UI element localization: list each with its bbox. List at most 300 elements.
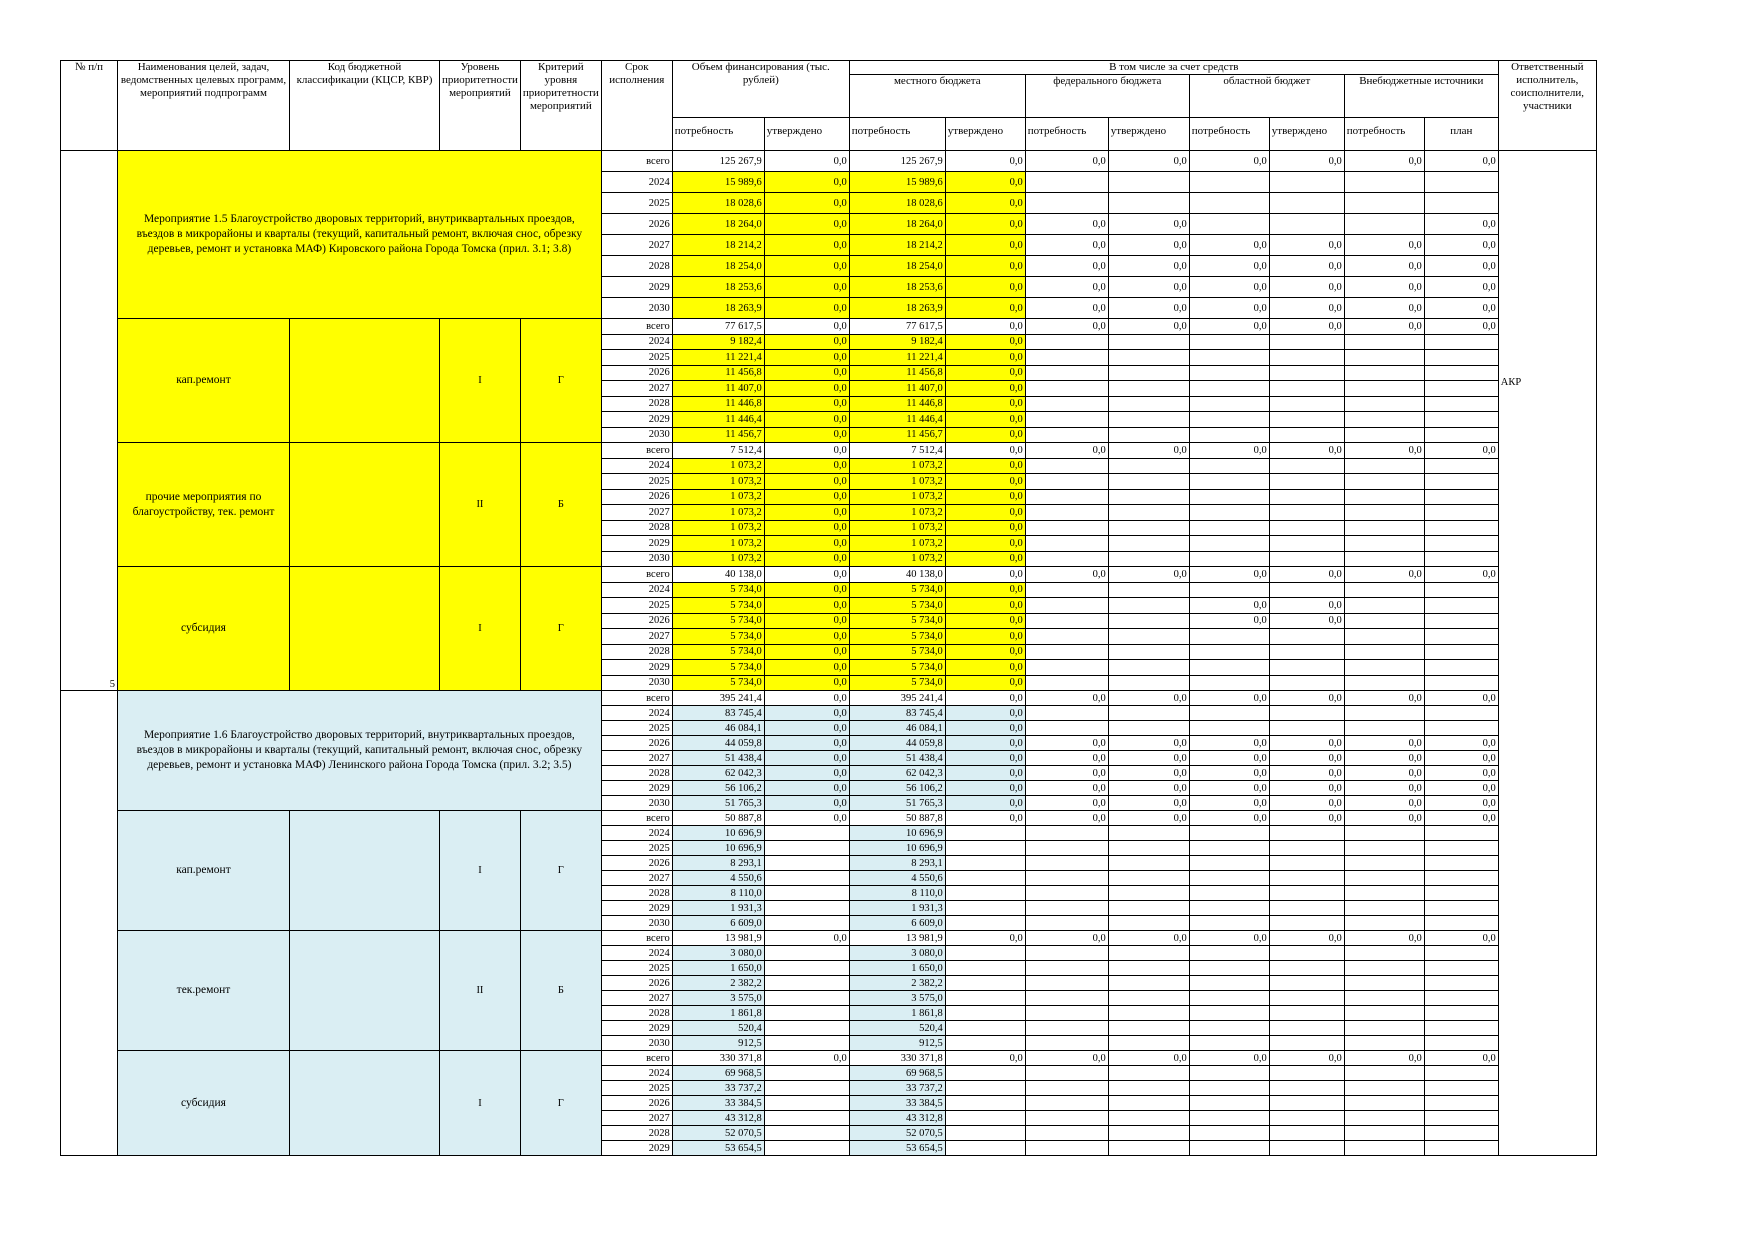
value-cell [764, 871, 849, 886]
value-cell: 0,0 [764, 458, 849, 474]
value-cell: 0,0 [1344, 256, 1424, 277]
value-cell: 0,0 [1108, 567, 1189, 583]
value-cell [1189, 856, 1269, 871]
value-cell [1269, 841, 1344, 856]
value-cell [1025, 826, 1108, 841]
value-cell: 77 617,5 [672, 319, 764, 335]
value-cell [1424, 458, 1498, 474]
value-cell: 0,0 [945, 660, 1025, 676]
value-cell: 0,0 [1344, 811, 1424, 826]
period-cell: 2025 [601, 350, 672, 366]
value-cell [1025, 841, 1108, 856]
value-cell [1108, 474, 1189, 490]
value-cell: 0,0 [1344, 691, 1424, 706]
value-cell [1108, 1141, 1189, 1156]
value-cell: 0,0 [945, 736, 1025, 751]
value-cell: 0,0 [1344, 319, 1424, 335]
value-cell: 0,0 [1269, 691, 1344, 706]
value-cell: 8 110,0 [672, 886, 764, 901]
value-cell [1344, 1021, 1424, 1036]
value-cell: 18 264,0 [672, 214, 764, 235]
value-cell [1025, 334, 1108, 350]
value-cell [1269, 706, 1344, 721]
value-cell [1025, 396, 1108, 412]
value-cell [1424, 916, 1498, 931]
period-cell: 2029 [601, 536, 672, 552]
value-cell: 18 253,6 [849, 277, 945, 298]
value-cell [1108, 826, 1189, 841]
value-cell [1108, 1081, 1189, 1096]
value-cell [1189, 644, 1269, 660]
value-cell: 0,0 [764, 505, 849, 521]
value-cell: 0,0 [945, 551, 1025, 567]
value-cell: 0,0 [1424, 298, 1498, 319]
value-cell: 44 059,8 [672, 736, 764, 751]
value-cell: 11 221,4 [672, 350, 764, 366]
value-cell [1344, 1006, 1424, 1021]
value-cell: 0,0 [764, 1051, 849, 1066]
table-row [61, 319, 1597, 335]
value-cell [1344, 871, 1424, 886]
value-cell: 51 438,4 [672, 751, 764, 766]
value-cell: 83 745,4 [849, 706, 945, 721]
value-cell [1025, 721, 1108, 736]
value-cell [1108, 381, 1189, 397]
period-cell: 2030 [601, 551, 672, 567]
value-cell: 0,0 [1424, 319, 1498, 335]
value-cell: 0,0 [1189, 736, 1269, 751]
value-cell [1025, 916, 1108, 931]
value-cell: 0,0 [945, 350, 1025, 366]
header-criterion: Критерий уровня приоритетности мероприятий [520, 61, 601, 151]
value-cell [945, 856, 1025, 871]
period-cell: 2025 [601, 598, 672, 614]
period-cell: 2026 [601, 365, 672, 381]
value-cell [1025, 427, 1108, 443]
value-cell: 0,0 [1269, 443, 1344, 459]
period-cell: 2025 [601, 961, 672, 976]
value-cell [1025, 1096, 1108, 1111]
value-cell [1344, 458, 1424, 474]
period-cell: 2027 [601, 871, 672, 886]
value-cell [945, 961, 1025, 976]
value-cell: 0,0 [945, 781, 1025, 796]
value-cell: 0,0 [945, 458, 1025, 474]
value-cell: 0,0 [1108, 781, 1189, 796]
value-cell: 5 734,0 [672, 644, 764, 660]
value-cell [1344, 721, 1424, 736]
value-cell: 0,0 [1424, 931, 1498, 946]
value-cell [1344, 520, 1424, 536]
value-cell: 0,0 [764, 381, 849, 397]
value-cell [1424, 946, 1498, 961]
period-cell: 2030 [601, 298, 672, 319]
value-cell [1424, 474, 1498, 490]
value-cell [1025, 1066, 1108, 1081]
value-cell [1025, 613, 1108, 629]
value-cell: 0,0 [1025, 443, 1108, 459]
value-cell [1344, 901, 1424, 916]
value-cell [1269, 365, 1344, 381]
value-cell [1269, 901, 1344, 916]
value-cell [1189, 961, 1269, 976]
value-cell [945, 826, 1025, 841]
period-cell: 2027 [601, 381, 672, 397]
value-cell: 0,0 [764, 931, 849, 946]
value-cell: 53 654,5 [672, 1141, 764, 1156]
period-cell: 2024 [601, 1066, 672, 1081]
value-cell [1424, 536, 1498, 552]
value-cell: 52 070,5 [672, 1126, 764, 1141]
value-cell: 9 182,4 [672, 334, 764, 350]
period-cell: 2024 [601, 946, 672, 961]
value-cell: 33 737,2 [849, 1081, 945, 1096]
period-cell: всего [601, 443, 672, 459]
value-cell [1424, 721, 1498, 736]
value-cell: 15 989,6 [849, 172, 945, 193]
value-cell [1025, 1036, 1108, 1051]
value-cell [1025, 582, 1108, 598]
value-cell [1344, 365, 1424, 381]
value-cell: 18 264,0 [849, 214, 945, 235]
value-cell: 0,0 [1189, 781, 1269, 796]
value-cell [1025, 489, 1108, 505]
value-cell: 0,0 [1424, 256, 1498, 277]
value-cell: 0,0 [1025, 319, 1108, 335]
value-cell [1189, 489, 1269, 505]
value-cell: 0,0 [1108, 811, 1189, 826]
value-cell: 18 254,0 [849, 256, 945, 277]
value-cell: 0,0 [764, 474, 849, 490]
period-cell: 2029 [601, 1021, 672, 1036]
value-cell: 33 384,5 [849, 1096, 945, 1111]
value-cell: 52 070,5 [849, 1126, 945, 1141]
value-cell: 0,0 [764, 334, 849, 350]
value-cell: 0,0 [1269, 567, 1344, 583]
value-cell [1344, 1141, 1424, 1156]
value-cell [1424, 1066, 1498, 1081]
value-cell: 1 073,2 [672, 474, 764, 490]
value-cell [764, 901, 849, 916]
period-cell: всего [601, 151, 672, 172]
value-cell [1269, 350, 1344, 366]
value-cell: 0,0 [1189, 751, 1269, 766]
value-cell: 46 084,1 [849, 721, 945, 736]
value-cell [1025, 172, 1108, 193]
value-cell: 0,0 [1189, 613, 1269, 629]
value-cell [1344, 886, 1424, 901]
value-cell [1108, 520, 1189, 536]
value-cell: 1 073,2 [849, 474, 945, 490]
value-cell: 6 609,0 [672, 916, 764, 931]
value-cell [1269, 1066, 1344, 1081]
value-cell: 51 765,3 [672, 796, 764, 811]
value-cell [1424, 582, 1498, 598]
value-cell [1025, 991, 1108, 1006]
value-cell [1108, 172, 1189, 193]
value-cell: 1 073,2 [849, 520, 945, 536]
value-cell: 7 512,4 [849, 443, 945, 459]
period-cell: 2030 [601, 1036, 672, 1051]
value-cell [1424, 1126, 1498, 1141]
value-cell: 4 550,6 [849, 871, 945, 886]
value-cell [1424, 660, 1498, 676]
value-cell: 0,0 [945, 691, 1025, 706]
value-cell: 0,0 [764, 396, 849, 412]
value-cell [945, 1096, 1025, 1111]
value-cell [764, 1006, 849, 1021]
value-cell [1189, 1081, 1269, 1096]
value-cell: 0,0 [1424, 277, 1498, 298]
value-cell [1108, 886, 1189, 901]
value-cell: 18 263,9 [672, 298, 764, 319]
value-cell [1189, 1126, 1269, 1141]
value-cell: 0,0 [945, 235, 1025, 256]
value-cell [1269, 520, 1344, 536]
period-cell: 2026 [601, 489, 672, 505]
value-cell [1108, 193, 1189, 214]
value-cell: 0,0 [945, 256, 1025, 277]
value-cell: 51 438,4 [849, 751, 945, 766]
value-cell: 18 214,2 [849, 235, 945, 256]
value-cell [1189, 901, 1269, 916]
period-cell: 2024 [601, 582, 672, 598]
value-cell [1269, 961, 1344, 976]
value-cell: 0,0 [1108, 319, 1189, 335]
value-cell [1025, 886, 1108, 901]
value-cell: 4 550,6 [672, 871, 764, 886]
value-cell [1189, 660, 1269, 676]
value-cell: 0,0 [945, 277, 1025, 298]
value-cell: 0,0 [945, 489, 1025, 505]
measure-title: Мероприятие 1.6 Благоустройство дворовых территорий, внутриквартальных проездов, въездов в микрорайоны и кварталы (текущий, капитальный ремонт, включая снос, обрезку деревьев, ремонт и установка МАФ) Ленинского района Города Томска (прил. 3.2; 3.5) [118, 691, 602, 811]
value-cell: 0,0 [1424, 1051, 1498, 1066]
value-cell [764, 1081, 849, 1096]
value-cell [1108, 412, 1189, 428]
responsible-cell [1498, 151, 1596, 1156]
value-cell: 0,0 [1269, 766, 1344, 781]
value-cell: 11 407,0 [849, 381, 945, 397]
value-cell [1108, 598, 1189, 614]
value-cell: 0,0 [1269, 1051, 1344, 1066]
period-cell: 2028 [601, 766, 672, 781]
value-cell [945, 946, 1025, 961]
period-cell: 2030 [601, 675, 672, 691]
value-cell [1344, 551, 1424, 567]
header-plan: план [1424, 118, 1498, 151]
value-cell [1189, 412, 1269, 428]
value-cell [1025, 520, 1108, 536]
value-cell [1344, 613, 1424, 629]
value-cell [1269, 474, 1344, 490]
value-cell: 33 384,5 [672, 1096, 764, 1111]
value-cell: 0,0 [945, 396, 1025, 412]
value-cell [1424, 613, 1498, 629]
value-cell [1269, 991, 1344, 1006]
value-cell: 6 609,0 [849, 916, 945, 931]
value-cell [1424, 675, 1498, 691]
value-cell [764, 1096, 849, 1111]
value-cell [1108, 551, 1189, 567]
value-cell: 0,0 [945, 172, 1025, 193]
value-cell: 0,0 [1108, 751, 1189, 766]
value-cell [1344, 505, 1424, 521]
value-cell [945, 1036, 1025, 1051]
value-cell [764, 1141, 849, 1156]
value-cell [1108, 365, 1189, 381]
value-cell: 0,0 [1108, 796, 1189, 811]
value-cell [1424, 901, 1498, 916]
value-cell [1269, 1006, 1344, 1021]
value-cell [1424, 412, 1498, 428]
table-row [61, 151, 1597, 172]
value-cell: 0,0 [1025, 1051, 1108, 1066]
value-cell [1108, 536, 1189, 552]
value-cell: 0,0 [945, 365, 1025, 381]
header-need: потребность [1025, 118, 1108, 151]
value-cell: 0,0 [1108, 256, 1189, 277]
value-cell: 0,0 [764, 365, 849, 381]
period-cell: 2024 [601, 826, 672, 841]
value-cell: 1 073,2 [849, 505, 945, 521]
value-cell: 0,0 [1189, 277, 1269, 298]
value-cell: 5 734,0 [672, 675, 764, 691]
value-cell [1025, 961, 1108, 976]
value-cell [1424, 871, 1498, 886]
value-cell: 0,0 [1344, 781, 1424, 796]
value-cell [1189, 841, 1269, 856]
value-cell [1344, 841, 1424, 856]
value-cell: 0,0 [1189, 151, 1269, 172]
value-cell: 5 734,0 [849, 675, 945, 691]
value-cell: 0,0 [1269, 298, 1344, 319]
value-cell: 8 293,1 [672, 856, 764, 871]
value-cell [1269, 675, 1344, 691]
value-cell [764, 856, 849, 871]
value-cell: 0,0 [945, 811, 1025, 826]
value-cell [1344, 396, 1424, 412]
value-cell: 0,0 [1025, 736, 1108, 751]
value-cell: 1 073,2 [849, 489, 945, 505]
period-cell: 2025 [601, 193, 672, 214]
period-cell: всего [601, 319, 672, 335]
value-cell: 11 446,8 [672, 396, 764, 412]
period-cell: 2024 [601, 458, 672, 474]
value-cell [1108, 901, 1189, 916]
value-cell: 395 241,4 [849, 691, 945, 706]
subitem-label: кап.ремонт [118, 811, 290, 931]
value-cell: 0,0 [945, 193, 1025, 214]
value-cell [764, 991, 849, 1006]
value-cell [1344, 1126, 1424, 1141]
value-cell [1344, 172, 1424, 193]
value-cell [945, 1006, 1025, 1021]
value-cell [1344, 1081, 1424, 1096]
value-cell [1108, 721, 1189, 736]
value-cell: 0,0 [764, 298, 849, 319]
period-cell: 2028 [601, 256, 672, 277]
value-cell: 0,0 [764, 706, 849, 721]
value-cell: 56 106,2 [849, 781, 945, 796]
value-cell: 0,0 [1424, 235, 1498, 256]
value-cell [1269, 1036, 1344, 1051]
value-cell [1269, 826, 1344, 841]
value-cell [1344, 856, 1424, 871]
value-cell: 0,0 [1424, 214, 1498, 235]
value-cell: 0,0 [1189, 811, 1269, 826]
value-cell [1269, 916, 1344, 931]
value-cell [1025, 350, 1108, 366]
value-cell [1269, 1111, 1344, 1126]
value-cell [1424, 991, 1498, 1006]
value-cell [1424, 961, 1498, 976]
value-cell [1189, 365, 1269, 381]
value-cell: 46 084,1 [672, 721, 764, 736]
value-cell: 51 765,3 [849, 796, 945, 811]
budget-code [290, 931, 440, 1051]
value-cell [1344, 582, 1424, 598]
value-cell [1025, 901, 1108, 916]
value-cell: 0,0 [1344, 796, 1424, 811]
period-cell: 2030 [601, 796, 672, 811]
priority-criterion: Б [520, 931, 601, 1051]
value-cell [1424, 427, 1498, 443]
value-cell [1189, 350, 1269, 366]
value-cell: 0,0 [945, 751, 1025, 766]
value-cell [1424, 365, 1498, 381]
value-cell [945, 901, 1025, 916]
value-cell: 0,0 [1025, 567, 1108, 583]
budget-table [60, 60, 1597, 1156]
value-cell [1108, 350, 1189, 366]
value-cell: 0,0 [764, 443, 849, 459]
value-cell: 1 073,2 [672, 505, 764, 521]
value-cell [1189, 582, 1269, 598]
value-cell [1189, 871, 1269, 886]
value-cell [1108, 841, 1189, 856]
value-cell [945, 991, 1025, 1006]
value-cell: 0,0 [945, 474, 1025, 490]
value-cell [1344, 826, 1424, 841]
period-cell: 2027 [601, 1111, 672, 1126]
value-cell [1189, 505, 1269, 521]
value-cell [1344, 961, 1424, 976]
value-cell [1108, 396, 1189, 412]
value-cell [1189, 381, 1269, 397]
period-cell: 2027 [601, 991, 672, 1006]
value-cell: 0,0 [764, 319, 849, 335]
value-cell: 0,0 [1269, 811, 1344, 826]
value-cell [1108, 1006, 1189, 1021]
value-cell: 0,0 [945, 412, 1025, 428]
value-cell: 0,0 [764, 781, 849, 796]
value-cell [1189, 334, 1269, 350]
value-cell: 0,0 [1108, 235, 1189, 256]
value-cell: 1 931,3 [672, 901, 764, 916]
value-cell: 18 263,9 [849, 298, 945, 319]
subitem-label: кап.ремонт [118, 319, 290, 443]
table-body [61, 151, 1597, 1156]
value-cell: 18 028,6 [849, 193, 945, 214]
header-code: Код бюджетной классификации (КЦСР, КВР) [290, 61, 440, 151]
value-cell [1025, 598, 1108, 614]
value-cell: 0,0 [1424, 691, 1498, 706]
value-cell [1108, 871, 1189, 886]
subitem-label: тек.ремонт [118, 931, 290, 1051]
value-cell: 0,0 [764, 629, 849, 645]
value-cell: 44 059,8 [849, 736, 945, 751]
priority-level: II [440, 931, 521, 1051]
